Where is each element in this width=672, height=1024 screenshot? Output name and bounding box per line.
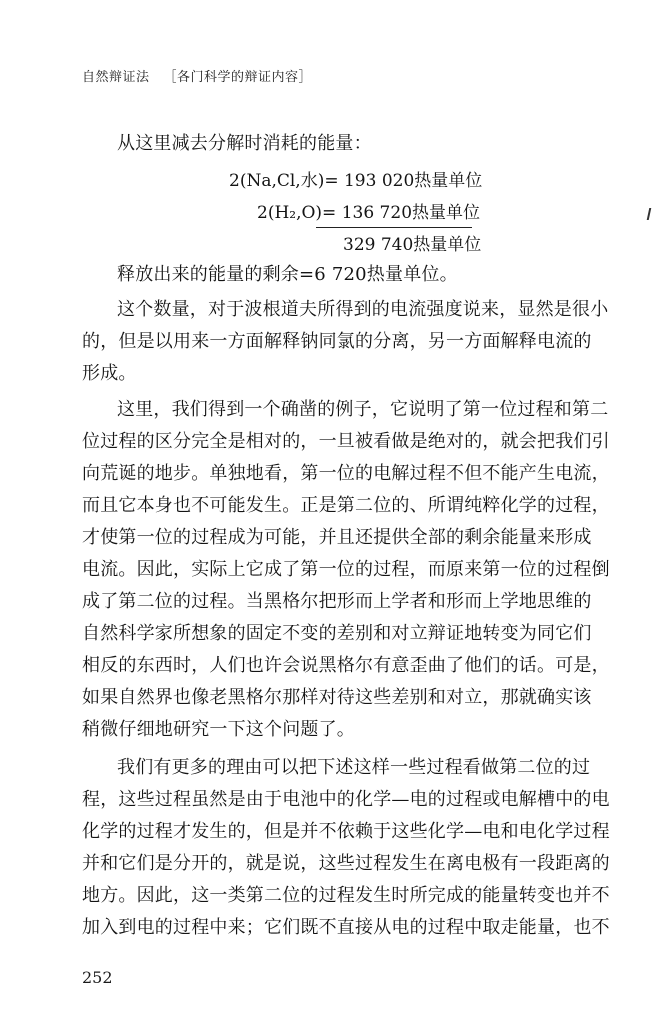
paragraph-line: 化学的过程才发生的，但是并不依赖于这些化学—电和电化学过程	[82, 821, 610, 842]
paragraph-line: 才使第一位的过程成为可能，并且还提供全部的剩余能量来形成	[82, 527, 592, 548]
remainder-line: 释放出来的能量的剩余=6 720热量单位。	[117, 264, 458, 285]
paragraph-line: 这个数量，对于波根道夫所得到的电流强度说来，显然是很小	[117, 299, 609, 320]
paragraph-line: 地方。因此，这一类第二位的过程发生时所完成的能量转变也并不	[82, 885, 610, 906]
page-number: 252	[82, 968, 113, 987]
paragraph-line: 自然科学家所想象的固定不变的差别和对立辩证地转变为同它们	[82, 623, 592, 644]
paragraph-line: 稍微仔细地研究一下这个问题了。	[82, 719, 355, 740]
running-head	[82, 66, 312, 85]
paragraph-line: 我们有更多的理由可以把下述这样一些过程看做第二位的过	[117, 757, 591, 778]
paragraph-line: 向荒诞的地步。单独地看，第一位的电解过程不但不能产生电流，	[82, 463, 610, 484]
sum-rule	[316, 227, 472, 228]
equation-sodium-chloride: 2(Na,Cl,水)= 193 020热量单位	[229, 171, 483, 191]
paragraph-line: 并和它们是分开的，就是说，这些过程发生在离电极有一段距离的	[82, 853, 610, 874]
paragraph-line: 相反的东西时，人们也许会说黑格尔有意歪曲了他们的话。可是，	[82, 655, 610, 676]
equation-water: 2(H₂,O)= 136 720热量单位	[257, 203, 481, 223]
margin-mark	[647, 208, 656, 220]
paragraph-line: 位过程的区分完全是相对的，一旦被看做是绝对的，就会把我们引	[82, 431, 610, 452]
paragraph-line: 如果自然界也像老黑格尔那样对待这些差别和对立，那就确实该	[82, 687, 592, 708]
paragraph-line: 成了第二位的过程。当黑格尔把形而上学者和形而上学地思维的	[82, 591, 592, 612]
paragraph-line: 加入到电的过程中来；它们既不直接从电的过程中取走能量，也不	[82, 917, 610, 938]
paragraph-line: 而且它本身也不可能发生。正是第二位的、所谓纯粹化学的过程，	[82, 495, 610, 516]
equation-total: 329 740热量单位	[343, 235, 482, 255]
intro-line: 从这里减去分解时消耗的能量：	[117, 133, 372, 154]
running-head-book-title: 自然辩证法	[82, 70, 150, 85]
paragraph-line: 电流。因此，实际上它成了第一位的过程，而原来第一位的过程倒	[82, 559, 610, 580]
paragraph-line: 程，这些过程虽然是由于电池中的化学—电的过程或电解槽中的电	[82, 789, 610, 810]
paragraph-line: 形成。	[82, 363, 137, 384]
paragraph-line: 的，但是以用来一方面解释钠同氯的分离，另一方面解释电流的	[82, 331, 592, 352]
paragraph-line: 这里，我们得到一个确凿的例子，它说明了第一位过程和第二	[117, 399, 609, 420]
running-head-section-title: ［各门科学的辩证内容］	[163, 70, 313, 85]
